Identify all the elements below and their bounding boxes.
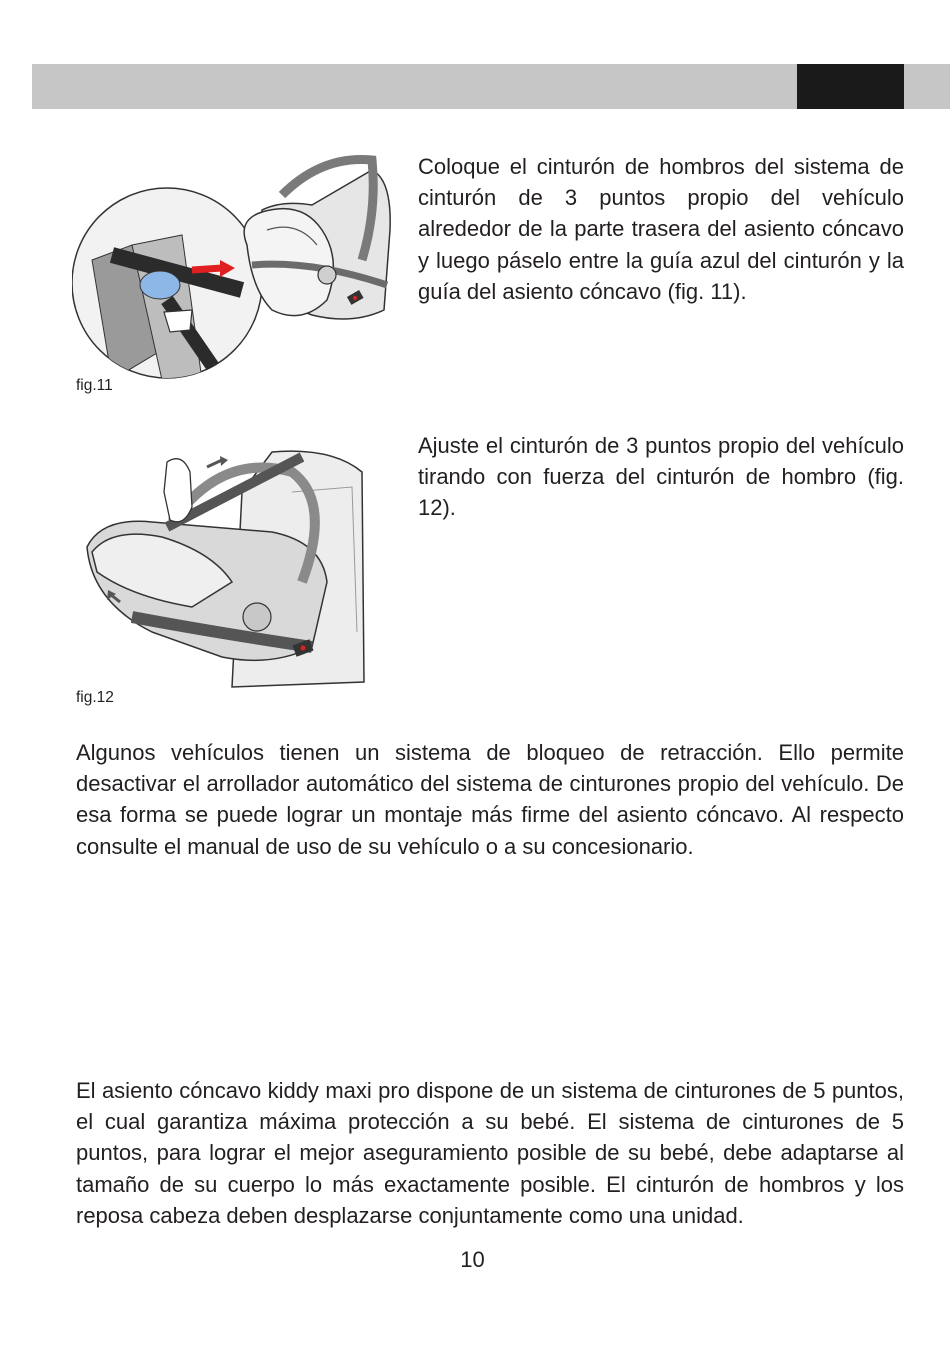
figure-11-illustration	[72, 150, 394, 380]
figure-12-illustration	[72, 432, 394, 690]
paragraph-shoulder-belt-routing: Coloque el cinturón de hombros del sistema de cinturón de 3 puntos propio del vehículo alrededor de la parte trasera del asiento cóncavo y luego páselo entre la guía azul del cinturón y la guía del asiento cóncavo (fig. 11).	[418, 154, 904, 304]
paragraph-belt-tightening: Ajuste el cinturón de 3 puntos propio del vehículo tirando con fuerza del cinturón de hombro (fig. 12).	[418, 433, 904, 521]
header-section-tab	[797, 64, 904, 109]
figure-12-caption: fig.12	[76, 689, 114, 706]
paragraph-retraction-lock: Algunos vehículos tienen un sistema de bloqueo de retracción. Ello permite desactivar el arrollador automático del sistema de cinturones propio del vehículo. De esa forma se puede lograr un montaje más firme del asiento cóncavo. Al respecto consulte el manual de uso de su vehículo o a su concesionario.	[76, 740, 904, 859]
paragraph-five-point-harness: El asiento cóncavo kiddy maxi pro dispone de un sistema de cinturones de 5 puntos, el cual garantiza máxima protección a su bebé. El sistema de cinturones de 5 puntos, para lograr el mejor aseguramiento posible de su bebé, debe adaptarse al tamaño de su cuerpo lo más exactamente posible. El cinturón de hombros y los reposa cabeza deben desplazarse conjuntamente como una unidad.	[76, 1078, 904, 1228]
figure-11-caption: fig.11	[76, 377, 113, 394]
car-seat-belt-guide-illustration	[72, 150, 394, 380]
car-seat-belt-tighten-illustration	[72, 432, 394, 690]
page-number: 10	[460, 1247, 485, 1272]
